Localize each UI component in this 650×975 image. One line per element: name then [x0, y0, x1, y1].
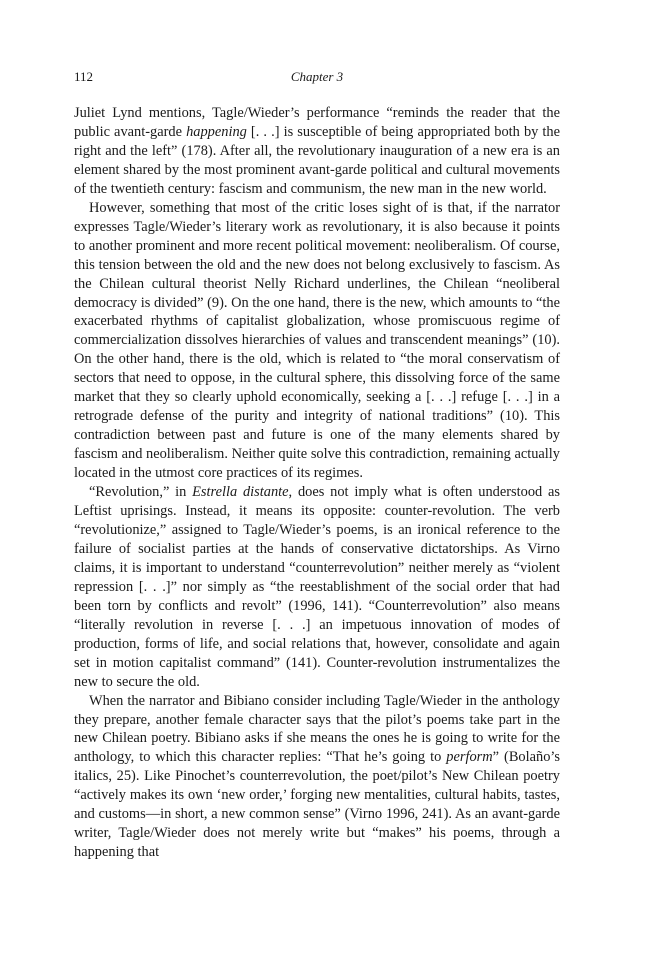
- chapter-title: Chapter 3: [290, 69, 344, 84]
- paragraph-text: When the narrator and Bibiano consider including Tagle/Wieder in the anthology they prepare, another female character says that the pilot’s poems take part in the new Chilean poetry. Bibiano asks if she means the ones he is going to write for the anthology, to which this character replies: “That he’s going to: [74, 692, 560, 766]
- paragraph: [74, 199, 560, 483]
- running-head: [74, 68, 560, 86]
- paragraph: [74, 104, 560, 199]
- italic-text: happening: [186, 123, 247, 140]
- italic-text: perform: [446, 749, 493, 766]
- paragraph-text: ” (Bolaño’s italics, 25). Like Pinochet’s counterrevolution, the poet/pilot’s New Chilean poetry “actively makes its own ‘new order,’ forging new mentalities, cultural habits, tastes, and customs—in short, a new common sense” (Virno 1996, 241). As an avant-garde writer, Tagle/Wieder does not merely write but “makes” his poems, through a happening that: [74, 749, 560, 861]
- paragraph: [74, 483, 560, 691]
- italic-text: Estrella distante: [192, 484, 289, 501]
- paragraph-text: “Revolution,” in: [89, 484, 193, 501]
- paragraph-text: , does not imply what is often understood as Leftist uprisings. Instead, it means its opposite: counter-revolution. The verb “revolutionize,” assigned to Tagle/Wieder’s poems, is an ironical reference to the failure of socialist parties at the hands of conservative dictatorships. As Virno claims, it is important to understand “counterrevolution” neither merely as “violent repression [. . .]” nor simply as “the reestablishment of the social order that had been torn by conflicts and revolt” (1996, 141). “Counterrevolution” also means “literally revolution in reverse [. . .] an impetuous innovation of modes of production, forms of life, and social relations that, however, consolidate and again set in motion capitalist command” (141). Counter-revolution instrumentalizes the new to secure the old.: [74, 484, 560, 690]
- paragraph-text: However, something that most of the critic loses sight of is that, if the narrator expresses Tagle/Wieder’s literary work as revolutionary, it is also because it points to another prominent and more recent political movement: neoliberalism. Of course, this tension between the old and the new does not belong exclusively to fascism. As the Chilean cultural theorist Nelly Richard underlines, the Chilean “neoliberal democracy is divided” (9). On the one hand, there is the new, which amounts to “the exacerbated rhythms of capitalist globalization, whose promiscuous regime of commercialization dissolves hierarchies of values and transcendent meanings” (10). On the other hand, there is the old, which is related to “the moral conservatism of sectors that need to oppose, in the cultural sphere, this dissolving force of the same market that they so clearly uphold economically, seeking a [. . .] refuge [. . .] in a retrograde defense of the purity and integrity of national traditions” (10). This contradiction between past and future is one of the many elements shared by fascism and neoliberalism. Neither quite solve this contradiction, remaining actually located in the utmost core practices of its regimes.: [74, 199, 560, 482]
- book-page: [74, 68, 560, 862]
- page-number: 112: [74, 69, 94, 84]
- paragraph-text: [. . .] is susceptible of being appropriated both by the right and the left” (178). After all, the revolutionary inauguration of a new era is an element shared by the most prominent avant-garde political and cultural movements of the twentieth century: fascism and communism, the new man in the new world.: [74, 123, 561, 197]
- body-text: [74, 104, 560, 862]
- paragraph-text: Juliet Lynd mentions, Tagle/Wieder’s performance “reminds the reader that the public avant-garde: [74, 105, 560, 140]
- paragraph: [74, 692, 560, 863]
